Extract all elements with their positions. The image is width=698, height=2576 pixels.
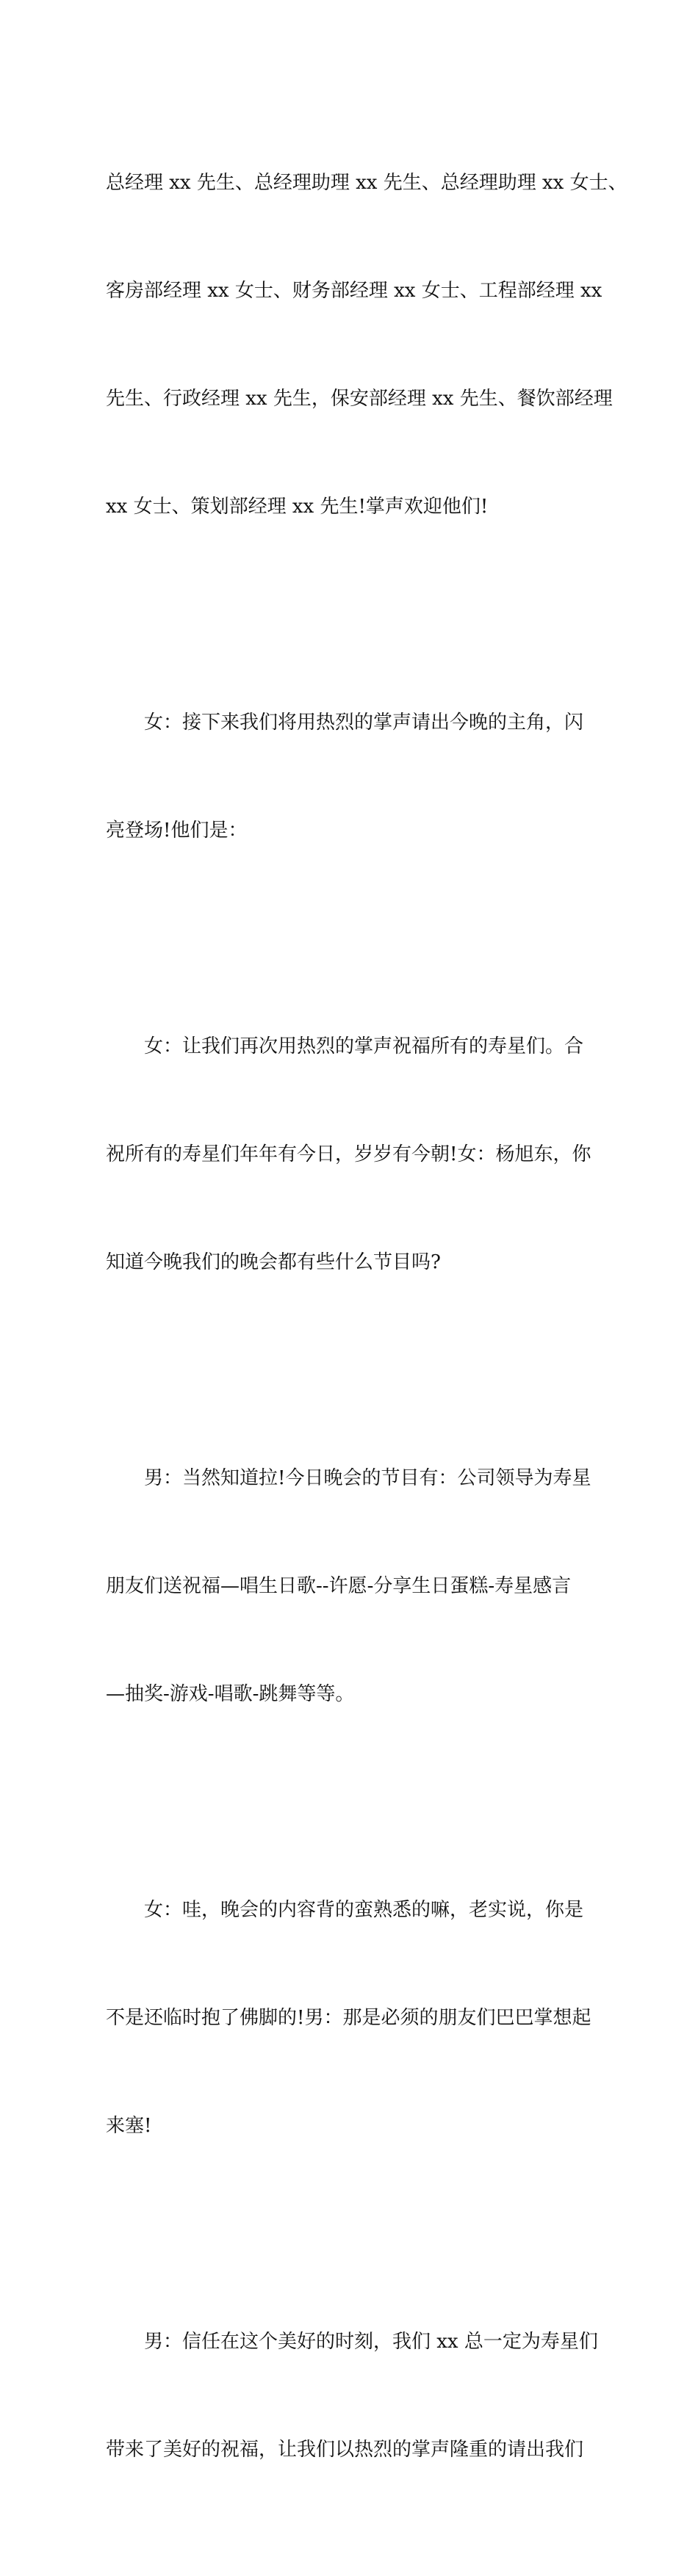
paragraph-2	[106, 633, 600, 921]
document-body	[106, 93, 627, 2576]
text-line: 朋友们送祝福—唱生日歌--许愿-分享生日蛋糕-寿星感言	[106, 1575, 572, 1597]
paragraph-5	[106, 1820, 600, 2216]
text-line: 男：信任在这个美好的时刻，我们 xx 总一定为寿星们	[144, 2331, 598, 2353]
text-line: xx 女士、策划部经理 xx 先生!掌声欢迎他们!	[106, 496, 489, 518]
text-line: 总经理 xx 先生、总经理助理 xx 先生、总经理助理 xx 女士、	[106, 172, 627, 194]
paragraph-4	[106, 1389, 600, 1784]
text-line: —抽奖-游戏-唱歌-跳舞等等。	[106, 1683, 355, 1705]
text-line: 男：当然知道拉!今日晚会的节目有：公司领导为寿星	[144, 1467, 591, 1489]
text-line: 知道今晚我们的晚会都有些什么节目吗?	[106, 1251, 441, 1273]
paragraph-3	[106, 957, 600, 1353]
paragraph-1	[106, 93, 627, 597]
text-line: 祝所有的寿星们年年有今日，岁岁有今朝!女：杨旭东，你	[106, 1143, 591, 1165]
text-line: 女：接下来我们将用热烈的掌声请出今晚的主角，闪	[144, 712, 584, 734]
text-line: 女：哇，晚会的内容背的蛮熟悉的嘛，老实说，你是	[144, 1899, 584, 1921]
text-line: 来塞!	[106, 2115, 152, 2137]
text-line: 客房部经理 xx 女士、财务部经理 xx 女士、工程部经理 xx	[106, 280, 602, 302]
text-line: 亮登场!他们是：	[106, 820, 248, 842]
paragraph-6	[106, 2252, 600, 2540]
text-line: 先生、行政经理 xx 先生，保安部经理 xx 先生、餐饮部经理	[106, 388, 613, 410]
text-line: 女：让我们再次用热烈的掌声祝福所有的寿星们。合	[144, 1035, 584, 1057]
text-line: 不是还临时抱了佛脚的!男：那是必须的朋友们巴巴掌想起	[106, 2007, 591, 2029]
text-line: 带来了美好的祝福，让我们以热烈的掌声隆重的请出我们	[106, 2439, 584, 2461]
